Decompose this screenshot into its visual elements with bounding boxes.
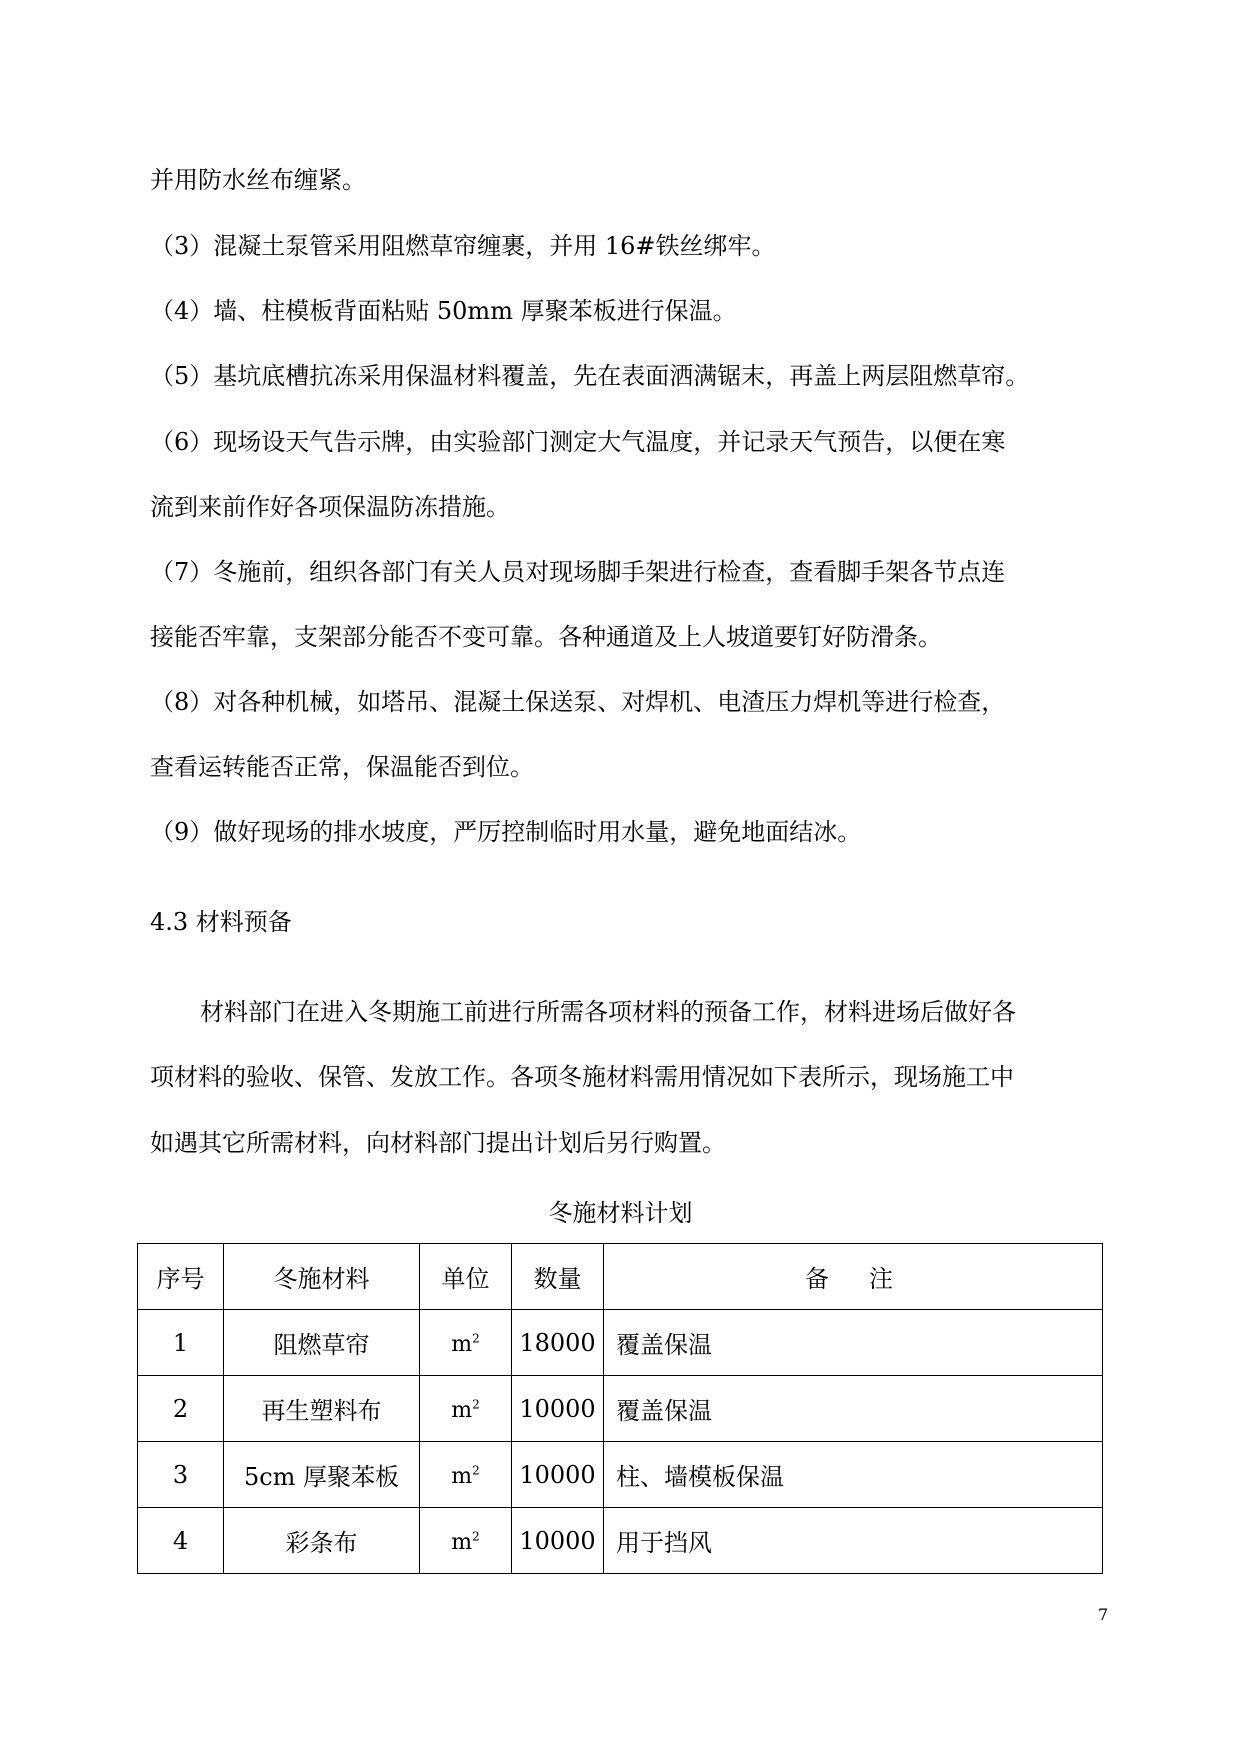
unit-superscript: 2	[472, 1331, 480, 1346]
page-number: 7	[1098, 1605, 1109, 1624]
unit-superscript: 2	[472, 1397, 480, 1412]
cell-qty: 10000	[512, 1376, 604, 1442]
cell-no: 3	[138, 1442, 224, 1508]
cell-note: 覆盖保温	[604, 1310, 1103, 1376]
cell-no: 2	[138, 1376, 224, 1442]
unit-text	[451, 1530, 480, 1555]
unit-text	[451, 1464, 480, 1489]
cell-no: 1	[138, 1310, 224, 1376]
table-row	[138, 1310, 1103, 1376]
table-row	[138, 1442, 1103, 1508]
paragraph-line: （4）墙、柱模板背面粘贴 50mm 厚聚苯板进行保温。	[150, 297, 737, 325]
cell-qty: 10000	[512, 1442, 604, 1508]
paragraph-line: （6）现场设天气告示牌，由实验部门测定大气温度，并记录天气预告，以便在寒	[150, 428, 1006, 456]
cell-note: 柱、墙模板保温	[604, 1442, 1103, 1508]
paragraph-line: （7）冬施前，组织各部门有关人员对现场脚手架进行检查，查看脚手架各节点连	[150, 558, 1006, 586]
table-row	[138, 1376, 1103, 1442]
unit-base: m	[451, 1397, 473, 1423]
cell-material: 5cm 厚聚苯板	[224, 1442, 420, 1508]
unit-superscript: 2	[472, 1529, 480, 1544]
table-header-row	[138, 1244, 1103, 1310]
paragraph-line: 并用防水丝布缠紧。	[150, 166, 366, 194]
unit-text	[451, 1398, 480, 1423]
unit-base: m	[451, 1463, 473, 1489]
cell-material: 彩条布	[224, 1508, 420, 1574]
unit-base: m	[451, 1529, 473, 1555]
cell-no: 4	[138, 1508, 224, 1574]
cell-qty: 18000	[512, 1310, 604, 1376]
paragraph-line: 接能否牢靠，支架部分能否不变可靠。各种通道及上人坡道要钉好防滑条。	[150, 623, 942, 651]
cell-unit	[420, 1310, 512, 1376]
paragraph-line: （3）混凝土泵管采用阻燃草帘缠裹，并用 16#铁丝绑牢。	[150, 232, 776, 260]
materials-table	[137, 1243, 1103, 1574]
cell-unit	[420, 1442, 512, 1508]
table-caption: 冬施材料计划	[548, 1199, 693, 1227]
unit-base: m	[451, 1331, 473, 1357]
cell-material: 阻燃草帘	[224, 1310, 420, 1376]
body-line: 材料部门在进入冬期施工前进行所需各项材料的预备工作，材料进场后做好各	[200, 998, 1016, 1026]
section-heading: 4.3 材料预备	[150, 908, 292, 936]
body-line: 如遇其它所需材料，向材料部门提出计划后另行购置。	[150, 1129, 726, 1157]
body-line: 项材料的验收、保管、发放工作。各项冬施材料需用情况如下表所示，现场施工中	[150, 1063, 1014, 1091]
paragraph-line: （5）基坑底槽抗冻采用保温材料覆盖，先在表面洒满锯末，再盖上两层阻燃草帘。	[150, 362, 1030, 390]
header-cell-no: 序号	[138, 1244, 224, 1310]
unit-text	[451, 1332, 480, 1357]
unit-superscript: 2	[472, 1463, 480, 1478]
paragraph-line: 流到来前作好各项保温防冻措施。	[150, 493, 510, 521]
header-cell-note: 备 注	[604, 1244, 1103, 1310]
header-cell-material: 冬施材料	[224, 1244, 420, 1310]
cell-qty: 10000	[512, 1508, 604, 1574]
cell-unit	[420, 1376, 512, 1442]
cell-material: 再生塑料布	[224, 1376, 420, 1442]
paragraph-line: （9）做好现场的排水坡度，严厉控制临时用水量，避免地面结冰。	[150, 818, 862, 846]
cell-unit	[420, 1508, 512, 1574]
paragraph-line: 查看运转能否正常，保温能否到位。	[150, 753, 534, 781]
table-row	[138, 1508, 1103, 1574]
cell-note: 用于挡风	[604, 1508, 1103, 1574]
header-cell-qty: 数量	[512, 1244, 604, 1310]
cell-note: 覆盖保温	[604, 1376, 1103, 1442]
header-cell-unit: 单位	[420, 1244, 512, 1310]
paragraph-line: （8）对各种机械，如塔吊、混凝土保送泵、对焊机、电渣压力焊机等进行检查，	[150, 688, 1006, 716]
